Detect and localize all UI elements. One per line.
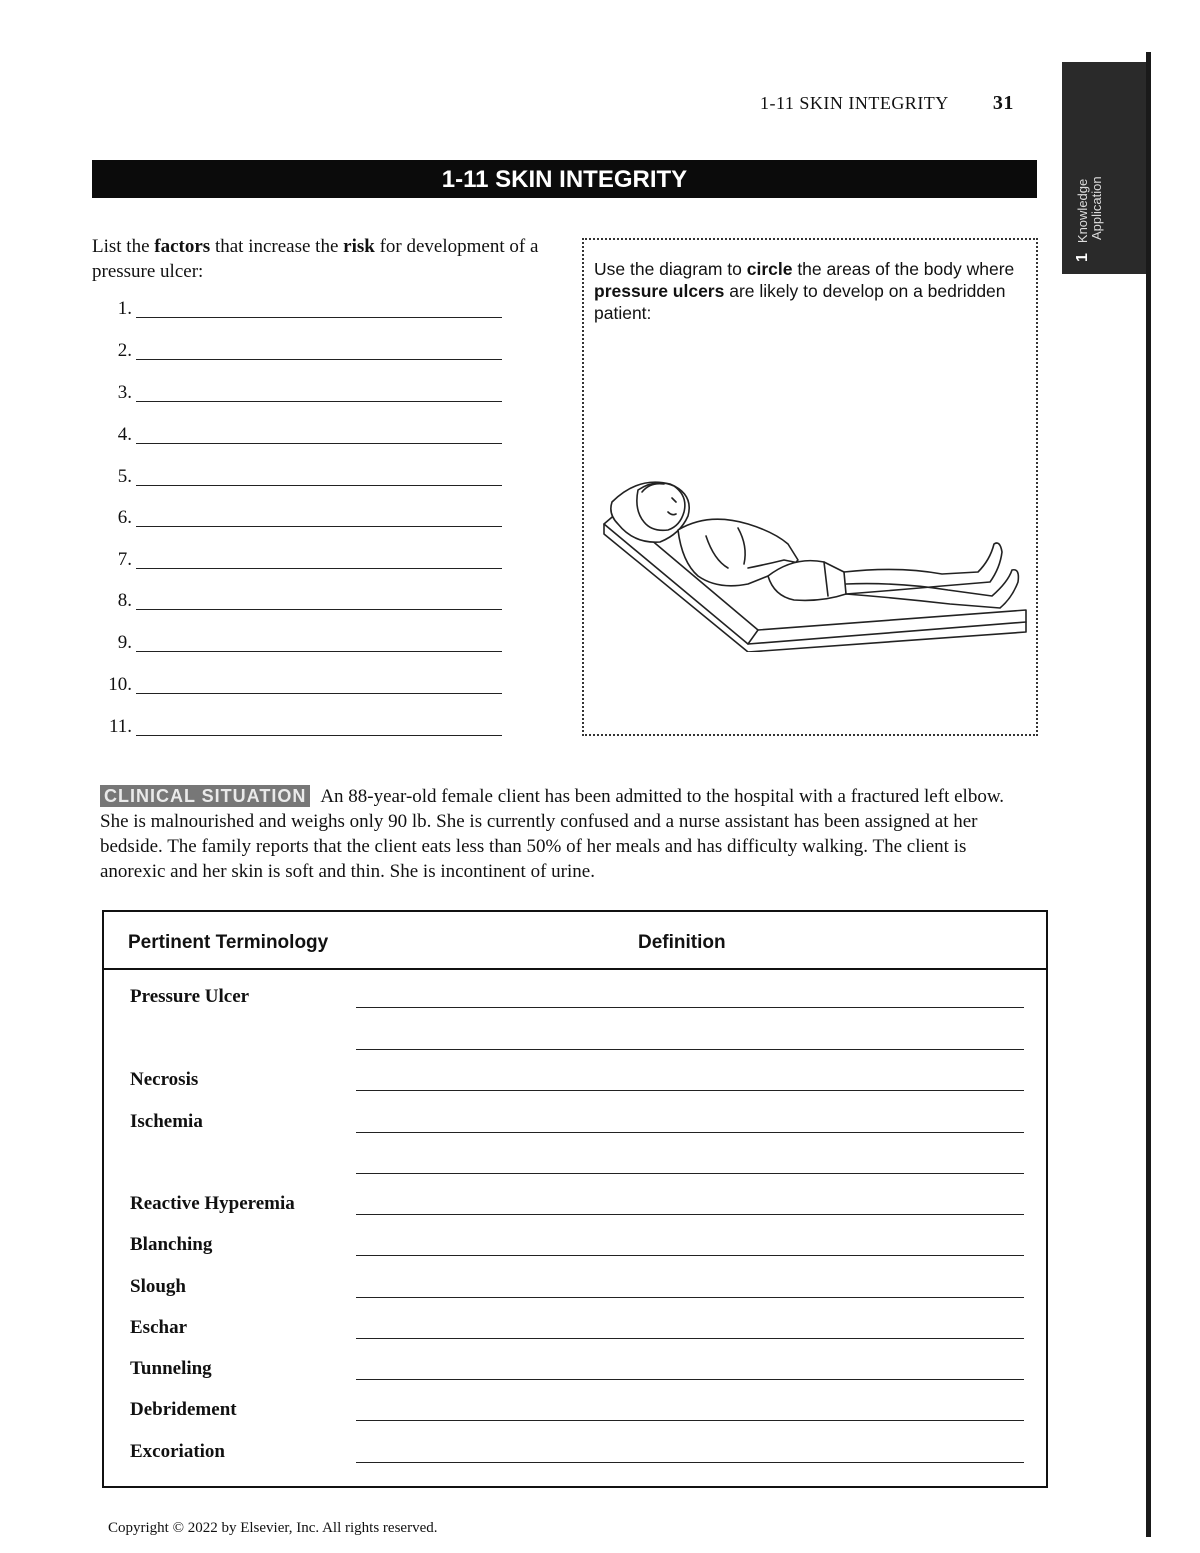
answer-line[interactable] xyxy=(136,693,502,694)
clinical-situation-tag: CLINICAL SITUATION xyxy=(100,785,310,807)
chapter-number: 1 xyxy=(1074,253,1091,262)
term-row xyxy=(104,1024,1046,1054)
term-row xyxy=(104,1065,1046,1095)
section-title: 1-11 SKIN INTEGRITY xyxy=(92,160,1037,198)
term-row xyxy=(104,1230,1046,1260)
factor-number: 3. xyxy=(117,382,132,403)
header-term: Pertinent Terminology xyxy=(128,932,329,953)
term-row xyxy=(104,1395,1046,1425)
factor-number: 9. xyxy=(117,632,132,653)
clinical-situation-text: An 88-year-old female client has been admitted to the hospital with a fractured left elbow. She is malnourished and weighs only 90 lb. She is currently confused and a nurse assistant has been assigned at her bedside. The family reports that the client eats less than 50% of her meals and has difficulty walking. The client is anorexic and her skin is soft and thin. She is incontinent of urine. xyxy=(100,786,1005,882)
instruction-emphasis-pressure-ulcers: pressure ulcers xyxy=(594,281,725,301)
factor-line[interactable] xyxy=(92,668,512,698)
definition-line[interactable] xyxy=(356,1132,1024,1133)
answer-line[interactable] xyxy=(136,526,502,527)
factor-line[interactable] xyxy=(92,292,512,322)
bedridden-patient-icon[interactable] xyxy=(598,472,1028,652)
definition-line[interactable] xyxy=(356,1462,1024,1463)
running-head-title: 1-11 SKIN INTEGRITY xyxy=(760,93,949,113)
term-label: Tunneling xyxy=(130,1358,212,1379)
term-label: Debridement xyxy=(130,1399,237,1420)
page-number: 31 xyxy=(992,92,1014,114)
definition-line[interactable] xyxy=(356,1090,1024,1091)
factor-line[interactable] xyxy=(92,626,512,656)
definition-line[interactable] xyxy=(356,1297,1024,1298)
factors-instruction xyxy=(92,234,562,284)
intro-text: that increase the xyxy=(210,236,344,257)
definition-line[interactable] xyxy=(356,1338,1024,1339)
factor-number: 1. xyxy=(117,298,132,319)
term-label: Pressure Ulcer xyxy=(130,986,250,1007)
factor-number: 7. xyxy=(117,549,132,570)
definition-line[interactable] xyxy=(356,1379,1024,1380)
terminology-table xyxy=(102,910,1048,1488)
definition-line[interactable] xyxy=(356,1007,1024,1008)
chapter-side-tab xyxy=(1062,62,1146,274)
chapter-label-2: Application xyxy=(1089,176,1104,240)
answer-line[interactable] xyxy=(136,651,502,652)
factor-number: 8. xyxy=(117,590,132,611)
answer-line[interactable] xyxy=(136,735,502,736)
factor-number: 5. xyxy=(117,466,132,487)
intro-text: List the xyxy=(92,236,155,257)
factor-number: 6. xyxy=(117,507,132,528)
definition-line[interactable] xyxy=(356,1173,1024,1174)
copyright-footer: Copyright © 2022 by Elsevier, Inc. All rights reserved. xyxy=(108,1520,438,1536)
definition-line[interactable] xyxy=(356,1255,1024,1256)
term-label: Necrosis xyxy=(130,1069,199,1090)
factor-line[interactable] xyxy=(92,584,512,614)
instruction-emphasis-circle: circle xyxy=(746,259,793,279)
factor-line[interactable] xyxy=(92,501,512,531)
clinical-situation xyxy=(100,784,1030,884)
term-row xyxy=(104,1354,1046,1384)
chapter-label-1: Knowledge xyxy=(1075,178,1090,244)
factor-line[interactable] xyxy=(92,460,512,490)
diagram-box xyxy=(582,238,1038,736)
factor-number: 4. xyxy=(117,424,132,445)
term-label: Ischemia xyxy=(130,1111,203,1132)
answer-line[interactable] xyxy=(136,401,502,402)
intro-text: for development of a pressure ulcer: xyxy=(92,236,539,282)
factor-number: 10. xyxy=(108,674,132,695)
intro-emphasis-risk: risk xyxy=(343,236,375,257)
page-edge-rule xyxy=(1146,52,1151,1537)
factor-line[interactable] xyxy=(92,710,512,740)
term-row xyxy=(104,1148,1046,1178)
answer-line[interactable] xyxy=(136,359,502,360)
term-label: Eschar xyxy=(130,1317,187,1338)
term-row xyxy=(104,982,1046,1012)
running-head xyxy=(760,92,1014,115)
term-row xyxy=(104,1272,1046,1302)
term-row xyxy=(104,1189,1046,1219)
instruction-text: the areas of the body where xyxy=(792,259,1015,279)
factor-number: 11. xyxy=(108,716,132,737)
term-row xyxy=(104,1313,1046,1343)
term-row xyxy=(104,1437,1046,1467)
diagram-instruction xyxy=(594,258,1024,324)
definition-line[interactable] xyxy=(356,1049,1024,1050)
answer-line[interactable] xyxy=(136,609,502,610)
term-label: Blanching xyxy=(130,1234,213,1255)
term-label: Excoriation xyxy=(130,1441,225,1462)
instruction-text: Use the diagram to xyxy=(594,259,747,279)
header-definition: Definition xyxy=(638,932,726,953)
factor-line[interactable] xyxy=(92,543,512,573)
factor-line[interactable] xyxy=(92,334,512,364)
factor-line[interactable] xyxy=(92,376,512,406)
answer-line[interactable] xyxy=(136,568,502,569)
answer-line[interactable] xyxy=(136,443,502,444)
instruction-text: are likely to develop on a bedridden patient: xyxy=(594,281,1006,323)
terminology-table-header xyxy=(104,912,1046,970)
factor-line[interactable] xyxy=(92,418,512,448)
factor-number: 2. xyxy=(117,340,132,361)
answer-line[interactable] xyxy=(136,317,502,318)
answer-line[interactable] xyxy=(136,485,502,486)
term-row xyxy=(104,1107,1046,1137)
definition-line[interactable] xyxy=(356,1420,1024,1421)
definition-line[interactable] xyxy=(356,1214,1024,1215)
term-label: Reactive Hyperemia xyxy=(130,1193,295,1214)
term-label: Slough xyxy=(130,1276,186,1297)
intro-emphasis-factors: factors xyxy=(154,236,211,257)
chapter-side-tab-label xyxy=(1076,176,1104,262)
